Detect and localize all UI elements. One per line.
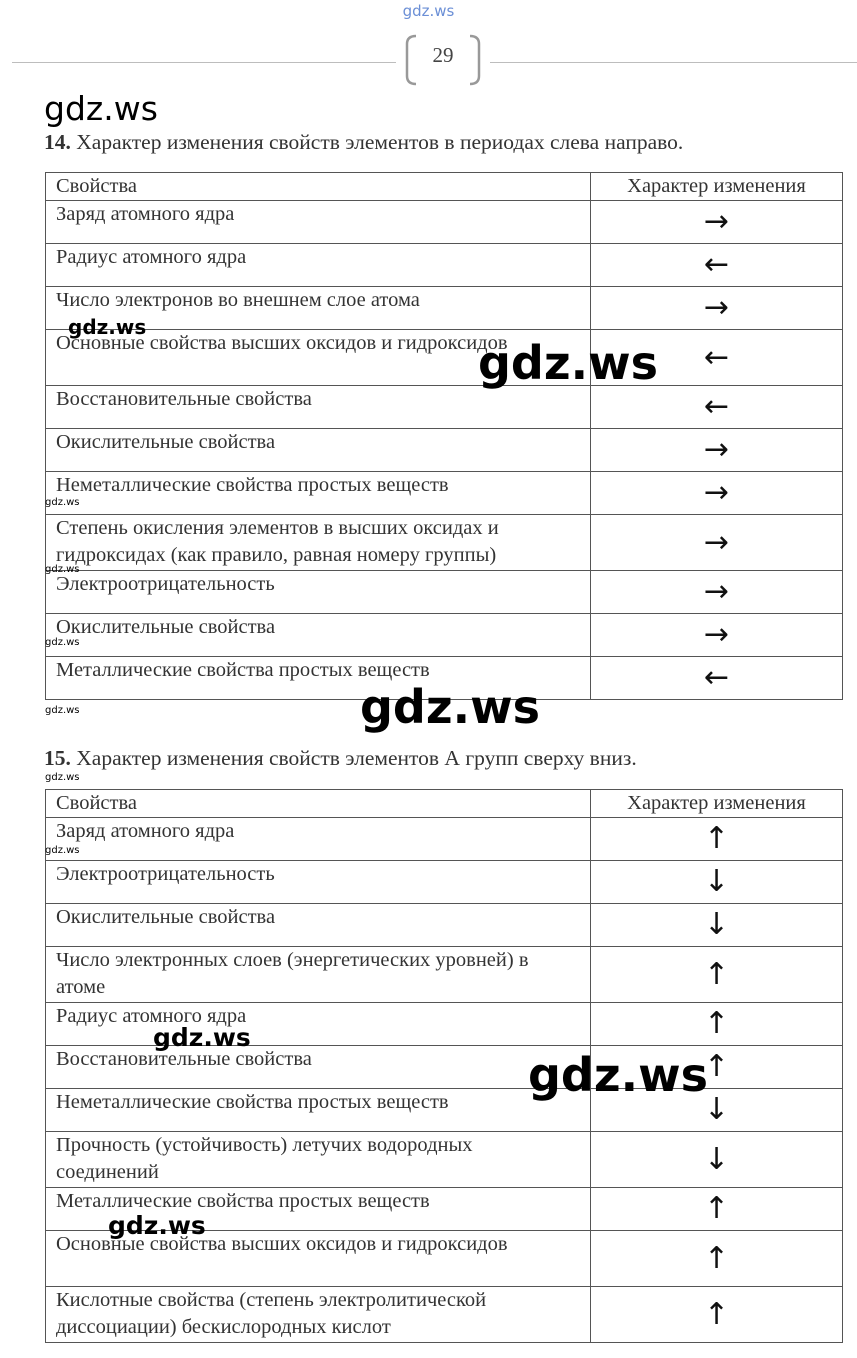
col-header-change: Характер изменения bbox=[591, 790, 843, 818]
table-row bbox=[46, 287, 843, 330]
table-row bbox=[46, 818, 843, 861]
table-row bbox=[46, 571, 843, 614]
change-arrow-icon: ↓ bbox=[591, 1089, 843, 1132]
change-arrow-icon: ↑ bbox=[591, 1231, 843, 1287]
change-arrow-icon: → bbox=[591, 429, 843, 472]
property-cell: Электроотрицательность bbox=[46, 861, 591, 904]
watermark: gdz.ws bbox=[108, 1211, 206, 1240]
property-cell: Прочность (устойчивость) летучих водородных соединений bbox=[46, 1132, 591, 1188]
change-arrow-icon: → bbox=[591, 201, 843, 244]
watermark: gdz.ws bbox=[45, 845, 80, 856]
table-row bbox=[46, 472, 843, 515]
change-arrow-icon: ← bbox=[591, 657, 843, 700]
property-cell: Заряд атомного ядра bbox=[46, 201, 591, 244]
change-arrow-icon: ↓ bbox=[591, 1132, 843, 1188]
change-arrow-icon: ↑ bbox=[591, 818, 843, 861]
watermark: gdz.ws bbox=[360, 680, 540, 734]
table-row bbox=[46, 947, 843, 1003]
table-row bbox=[46, 861, 843, 904]
property-cell: Окислительные свойства bbox=[46, 614, 591, 657]
watermark: gdz.ws bbox=[478, 336, 658, 390]
watermark: gdz.ws bbox=[45, 772, 80, 783]
top-site-label: gdz.ws bbox=[402, 2, 455, 20]
watermark: gdz.ws bbox=[528, 1048, 708, 1102]
page-number: 29 bbox=[432, 43, 454, 67]
table-header-row bbox=[46, 173, 843, 201]
task15-heading bbox=[44, 746, 637, 771]
task15-title: Характер изменения свойств элементов А групп сверху вниз. bbox=[76, 746, 637, 770]
property-cell: Окислительные свойства bbox=[46, 904, 591, 947]
watermark: gdz.ws bbox=[45, 564, 80, 575]
table-row bbox=[46, 614, 843, 657]
change-arrow-icon: → bbox=[591, 472, 843, 515]
property-cell: Число электронов во внешнем слое атома bbox=[46, 287, 591, 330]
watermark: gdz.ws bbox=[44, 89, 158, 128]
task15-table bbox=[45, 789, 843, 1343]
property-cell: Металлические свойства простых веществ bbox=[46, 657, 591, 700]
page-number-box bbox=[404, 34, 482, 86]
change-arrow-icon: ↑ bbox=[591, 947, 843, 1003]
table-row bbox=[46, 1089, 843, 1132]
col-header-change: Характер изменения bbox=[591, 173, 843, 201]
task14-table bbox=[45, 172, 843, 700]
property-cell: Заряд атомного ядра bbox=[46, 818, 591, 861]
table-row bbox=[46, 429, 843, 472]
task15-number: 15. bbox=[44, 746, 71, 770]
change-arrow-icon: → bbox=[591, 515, 843, 571]
watermark: gdz.ws bbox=[45, 497, 80, 508]
table-row bbox=[46, 515, 843, 571]
task14-title: Характер изменения свойств элементов в периодах слева направо. bbox=[76, 130, 684, 154]
task14-number: 14. bbox=[44, 130, 71, 154]
watermark: gdz.ws bbox=[45, 637, 80, 648]
table-row bbox=[46, 1287, 843, 1343]
property-cell: Окислительные свойства bbox=[46, 429, 591, 472]
change-arrow-icon: → bbox=[591, 287, 843, 330]
change-arrow-icon: → bbox=[591, 614, 843, 657]
change-arrow-icon: ↓ bbox=[591, 904, 843, 947]
watermark: gdz.ws bbox=[153, 1023, 251, 1052]
change-arrow-icon: ↑ bbox=[591, 1003, 843, 1046]
property-cell: Степень окисления элементов в высших оксидах и гидроксидах (как правило, равная номеру группы) bbox=[46, 515, 591, 571]
header-rule-right bbox=[490, 62, 857, 63]
table-row bbox=[46, 386, 843, 429]
change-arrow-icon: ↑ bbox=[591, 1046, 843, 1089]
change-arrow-icon: → bbox=[591, 571, 843, 614]
table-row bbox=[46, 244, 843, 287]
change-arrow-icon: ↓ bbox=[591, 861, 843, 904]
property-cell: Основные свойства высших оксидов и гидроксидов bbox=[46, 1231, 591, 1287]
header-rule-left bbox=[12, 62, 396, 63]
col-header-properties: Свойства bbox=[46, 173, 591, 201]
table-row bbox=[46, 201, 843, 244]
watermark: gdz.ws bbox=[68, 315, 147, 339]
change-arrow-icon: ← bbox=[591, 330, 843, 386]
property-cell: Радиус атомного ядра bbox=[46, 244, 591, 287]
property-cell: Кислотные свойства (степень электролитической диссоциации) бескислородных кислот bbox=[46, 1287, 591, 1343]
property-cell: Неметаллические свойства простых веществ bbox=[46, 1089, 591, 1132]
change-arrow-icon: ↑ bbox=[591, 1287, 843, 1343]
property-cell: Восстановительные свойства bbox=[46, 386, 591, 429]
property-cell: Металлические свойства простых веществ bbox=[46, 1188, 591, 1231]
change-arrow-icon: ← bbox=[591, 244, 843, 287]
change-arrow-icon: ↑ bbox=[591, 1188, 843, 1231]
property-cell: Неметаллические свойства простых веществ bbox=[46, 472, 591, 515]
col-header-properties: Свойства bbox=[46, 790, 591, 818]
property-cell: Восстановительные свойства bbox=[46, 1046, 591, 1089]
watermark: gdz.ws bbox=[45, 705, 80, 716]
table-header-row bbox=[46, 790, 843, 818]
task14-heading bbox=[44, 130, 683, 155]
table-row bbox=[46, 1132, 843, 1188]
property-cell: Основные свойства высших оксидов и гидроксидов bbox=[46, 330, 591, 386]
property-cell: Радиус атомного ядра bbox=[46, 1003, 591, 1046]
change-arrow-icon: ← bbox=[591, 386, 843, 429]
table-row bbox=[46, 904, 843, 947]
property-cell: Электроотрицательность bbox=[46, 571, 591, 614]
table-row bbox=[46, 330, 843, 386]
property-cell: Число электронных слоев (энергетических уровней) в атоме bbox=[46, 947, 591, 1003]
